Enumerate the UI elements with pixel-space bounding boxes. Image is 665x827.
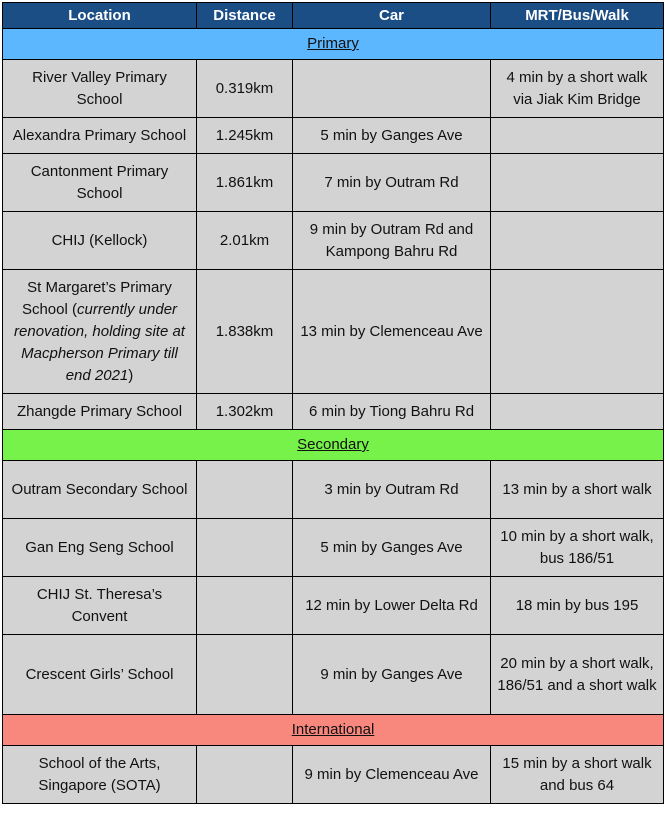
car-cell: 5 min by Ganges Ave — [293, 519, 491, 577]
distance-cell — [197, 461, 293, 519]
school-name: Outram Secondary School — [3, 461, 197, 519]
table-row — [3, 270, 664, 394]
distance-cell: 1.861km — [197, 154, 293, 212]
school-name: River Valley Primary School — [3, 60, 197, 118]
table-row — [3, 746, 664, 804]
car-cell: 9 min by Outram Rd and Kampong Bahru Rd — [293, 212, 491, 270]
transit-cell: 4 min by a short walk via Jiak Kim Bridge — [491, 60, 664, 118]
header-distance: Distance — [197, 3, 293, 29]
transit-cell: 10 min by a short walk, bus 186/51 — [491, 519, 664, 577]
section-primary-label[interactable]: Primary — [307, 35, 359, 52]
table-row — [3, 60, 664, 118]
car-cell: 12 min by Lower Delta Rd — [293, 577, 491, 635]
car-cell: 9 min by Clemenceau Ave — [293, 746, 491, 804]
school-name: CHIJ (Kellock) — [3, 212, 197, 270]
distance-cell: 1.245km — [197, 118, 293, 154]
distance-cell — [197, 577, 293, 635]
table-header-row — [3, 3, 664, 29]
distance-cell: 1.302km — [197, 394, 293, 430]
table-row — [3, 394, 664, 430]
school-name: Gan Eng Seng School — [3, 519, 197, 577]
school-name: Zhangde Primary School — [3, 394, 197, 430]
car-cell: 9 min by Ganges Ave — [293, 635, 491, 715]
table-row — [3, 577, 664, 635]
car-cell: 7 min by Outram Rd — [293, 154, 491, 212]
car-cell — [293, 60, 491, 118]
distance-cell: 1.838km — [197, 270, 293, 394]
car-cell: 6 min by Tiong Bahru Rd — [293, 394, 491, 430]
distance-cell: 2.01km — [197, 212, 293, 270]
section-international-label[interactable]: International — [291, 721, 375, 738]
school-name: CHIJ St. Theresa’s Convent — [3, 577, 197, 635]
section-secondary-label[interactable]: Secondary — [297, 436, 369, 453]
section-international — [3, 715, 664, 746]
transit-cell — [491, 212, 664, 270]
table-row — [3, 118, 664, 154]
school-name: School of the Arts, Singapore (SOTA) — [3, 746, 197, 804]
table-row — [3, 212, 664, 270]
table-row — [3, 635, 664, 715]
transit-cell: 18 min by bus 195 — [491, 577, 664, 635]
section-secondary — [3, 430, 664, 461]
section-primary — [3, 29, 664, 60]
school-name: Alexandra Primary School — [3, 118, 197, 154]
schools-table — [2, 2, 664, 804]
distance-cell — [197, 519, 293, 577]
transit-cell: 15 min by a short walk and bus 64 — [491, 746, 664, 804]
school-name: Crescent Girls’ School — [3, 635, 197, 715]
school-name — [3, 270, 197, 394]
school-name-end: ) — [128, 366, 134, 384]
transit-cell — [491, 118, 664, 154]
header-transit: MRT/Bus/Walk — [491, 3, 664, 29]
table-row — [3, 519, 664, 577]
header-car: Car — [293, 3, 491, 29]
car-cell: 5 min by Ganges Ave — [293, 118, 491, 154]
transit-cell — [491, 394, 664, 430]
transit-cell — [491, 270, 664, 394]
distance-cell — [197, 746, 293, 804]
header-location: Location — [3, 3, 197, 29]
section-row-secondary — [3, 430, 664, 461]
transit-cell: 13 min by a short walk — [491, 461, 664, 519]
section-row-primary — [3, 29, 664, 60]
car-cell: 13 min by Clemenceau Ave — [293, 270, 491, 394]
distance-cell — [197, 635, 293, 715]
table-row — [3, 154, 664, 212]
school-name: Cantonment Primary School — [3, 154, 197, 212]
car-cell: 3 min by Outram Rd — [293, 461, 491, 519]
transit-cell: 20 min by a short walk, 186/51 and a short walk — [491, 635, 664, 715]
section-row-international — [3, 715, 664, 746]
distance-cell: 0.319km — [197, 60, 293, 118]
school-name-text: St Margaret’s Primary School ( — [21, 278, 172, 318]
school-note: currently under renovation, holding site at Macpherson Primary till end 2021 — [14, 300, 185, 384]
transit-cell — [491, 154, 664, 212]
table-row — [3, 461, 664, 519]
